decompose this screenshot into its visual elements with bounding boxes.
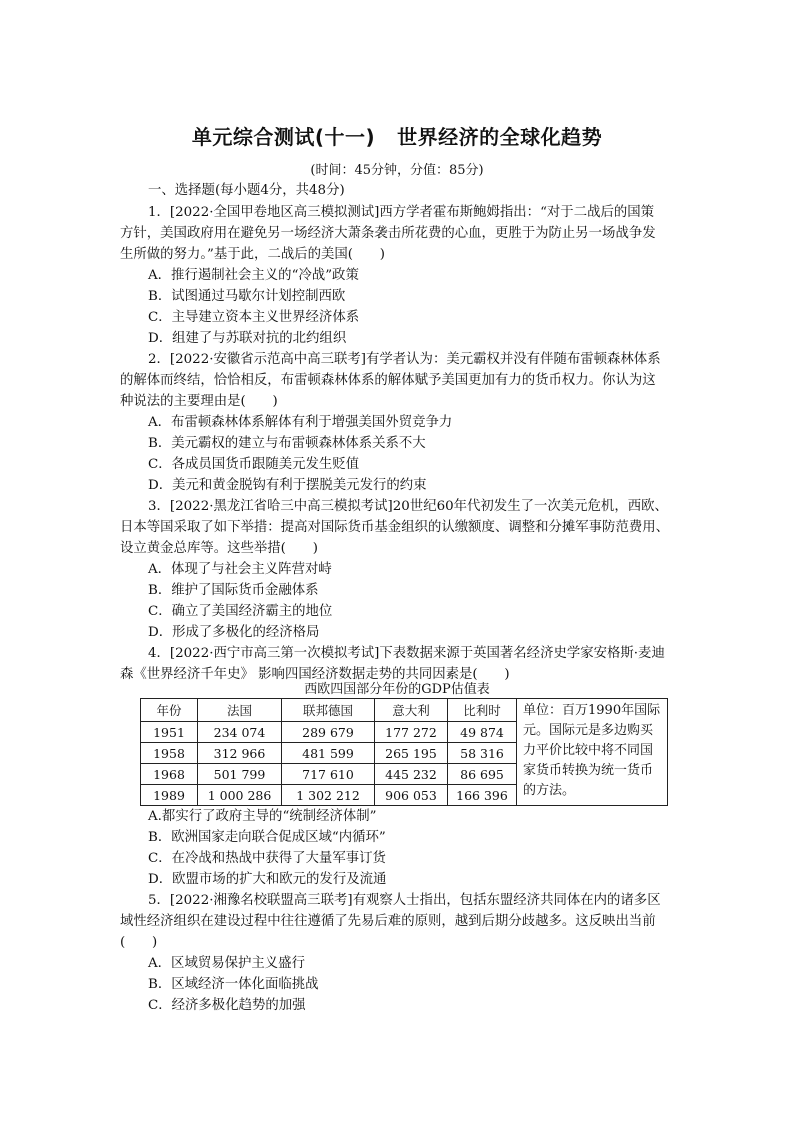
q1-option: A．推行遏制社会主义的“冷战”政策 <box>148 268 359 283</box>
q3-option: B．维护了国际货币金融体系 <box>148 583 319 598</box>
table-note: 单位：百万1990年国际元。国际元是多边购买力平价比较中将不同国家货币转换为统一货币的方法。 <box>517 699 668 806</box>
q3-option: C．确立了美国经济霸主的地位 <box>148 604 333 619</box>
q5-line: 域性经济组织在建设过程中往往遵循了先易后难的原则，越到后期分歧越多。这反映出当前 <box>120 914 656 929</box>
table-header: 年份 <box>141 699 198 722</box>
q4-line: 森《世界经济千年史》 影响四国经济数据走势的共同因素是( ) <box>120 667 510 682</box>
table-cell: 501 799 <box>198 764 282 785</box>
exam-meta: (时间：45分钟，分值：85分) <box>310 163 484 178</box>
table-cell: 289 679 <box>282 722 375 743</box>
table-caption: 西欧四国部分年份的GDP估值表 <box>304 682 490 697</box>
q4-option: B．欧洲国家走向联合促成区域“内循环” <box>148 830 386 845</box>
q5-line: 5．[2022·湘豫名校联盟高三联考]有观察人士指出，包括东盟经济共同体在内的诸多区 <box>148 893 661 908</box>
page-title <box>0 121 794 150</box>
q3-option: A．体现了与社会主义阵营对峙 <box>148 562 332 577</box>
q3-line: 设立黄金总库等。这些举措( ) <box>120 541 318 556</box>
q1-line: 生所做的努力。”基于此，二战后的美国( ) <box>120 247 386 262</box>
q4-option: D．欧盟市场的扩大和欧元的发行及流通 <box>148 872 387 887</box>
table-cell: 481 599 <box>282 743 375 764</box>
q3-line: 日本等国采取了如下举措：提高对国际货币基金组织的认缴额度、调整和分摊军事防范费用、 <box>120 520 670 535</box>
q1-option: D．组建了与苏联对抗的北约组织 <box>148 331 347 346</box>
q4-option: A.都实行了政府主导的“统制经济体制” <box>148 809 377 824</box>
gdp-table <box>140 698 668 806</box>
q1-option: B．试图通过马歇尔计划控制西欧 <box>148 289 346 304</box>
q2-line: 种说法的主要理由是( ) <box>120 394 278 409</box>
q5-option: C．经济多极化趋势的加强 <box>148 998 306 1013</box>
q5-option: A．区域贸易保护主义盛行 <box>148 956 305 971</box>
table-cell: 234 074 <box>198 722 282 743</box>
table-cell: 58 316 <box>448 743 517 764</box>
title-sub: 世界经济的全球化趋势 <box>397 125 603 149</box>
table-header: 比利时 <box>448 699 517 722</box>
table-cell: 1989 <box>141 785 198 806</box>
q2-option: C．各成员国货币跟随美元发生贬值 <box>148 457 360 472</box>
table-cell: 1951 <box>141 722 198 743</box>
q3-option: D．形成了多极化的经济格局 <box>148 625 320 640</box>
table-cell: 1 302 212 <box>282 785 375 806</box>
q2-line: 的解体而终结，恰恰相反，布雷顿森林体系的解体赋予美国更加有力的货币权力。你认为这 <box>120 373 656 388</box>
q1-option: C．主导建立资本主义世界经济体系 <box>148 310 360 325</box>
table-header: 意大利 <box>375 699 448 722</box>
table-cell: 906 053 <box>375 785 448 806</box>
table-cell: 166 396 <box>448 785 517 806</box>
table-cell: 86 695 <box>448 764 517 785</box>
q2-line: 2．[2022·安徽省示范高中高三联考]有学者认为：美元霸权并没有伴随布雷顿森林体系 <box>148 352 661 367</box>
table-cell: 1968 <box>141 764 198 785</box>
q2-option: B．美元霸权的建立与布雷顿森林体系关系不大 <box>148 436 426 451</box>
table-cell: 445 232 <box>375 764 448 785</box>
q4-line: 4．[2022·西宁市高三第一次模拟考试]下表数据来源于英国著名经济史学家安格斯·麦迪 <box>148 646 665 661</box>
q1-line: 方针，美国政府用在避免另一场经济大萧条袭击所花费的心血，更胜于为防止另一场战争发 <box>120 226 656 241</box>
table-header: 联邦德国 <box>282 699 375 722</box>
table-cell: 49 874 <box>448 722 517 743</box>
table-cell: 1958 <box>141 743 198 764</box>
title-main: 单元综合测试(十一) <box>191 125 376 149</box>
q2-option: D．美元和黄金脱钩有利于摆脱美元发行的约束 <box>148 478 427 493</box>
table-cell: 177 272 <box>375 722 448 743</box>
q5-option: B．区域经济一体化面临挑战 <box>148 977 319 992</box>
table-cell: 1 000 286 <box>198 785 282 806</box>
table-cell: 717 610 <box>282 764 375 785</box>
table-header-row <box>141 699 668 722</box>
table-cell: 265 195 <box>375 743 448 764</box>
q3-line: 3．[2022·黑龙江省哈三中高三模拟考试]20世纪60年代初发生了一次美元危机，西欧、 <box>148 499 668 514</box>
table-header: 法国 <box>198 699 282 722</box>
q4-option: C．在冷战和热战中获得了大量军事订货 <box>148 851 386 866</box>
q2-option: A．布雷顿森林体系解体有利于增强美国外贸竞争力 <box>148 415 453 430</box>
q5-line: ( ) <box>120 935 158 950</box>
table-cell: 312 966 <box>198 743 282 764</box>
section-heading: 一、选择题(每小题4分，共48分) <box>148 183 345 198</box>
q1-line: 1．[2022·全国甲卷地区高三模拟测试]西方学者霍布斯鲍姆指出：“对于二战后的国策 <box>148 205 655 220</box>
